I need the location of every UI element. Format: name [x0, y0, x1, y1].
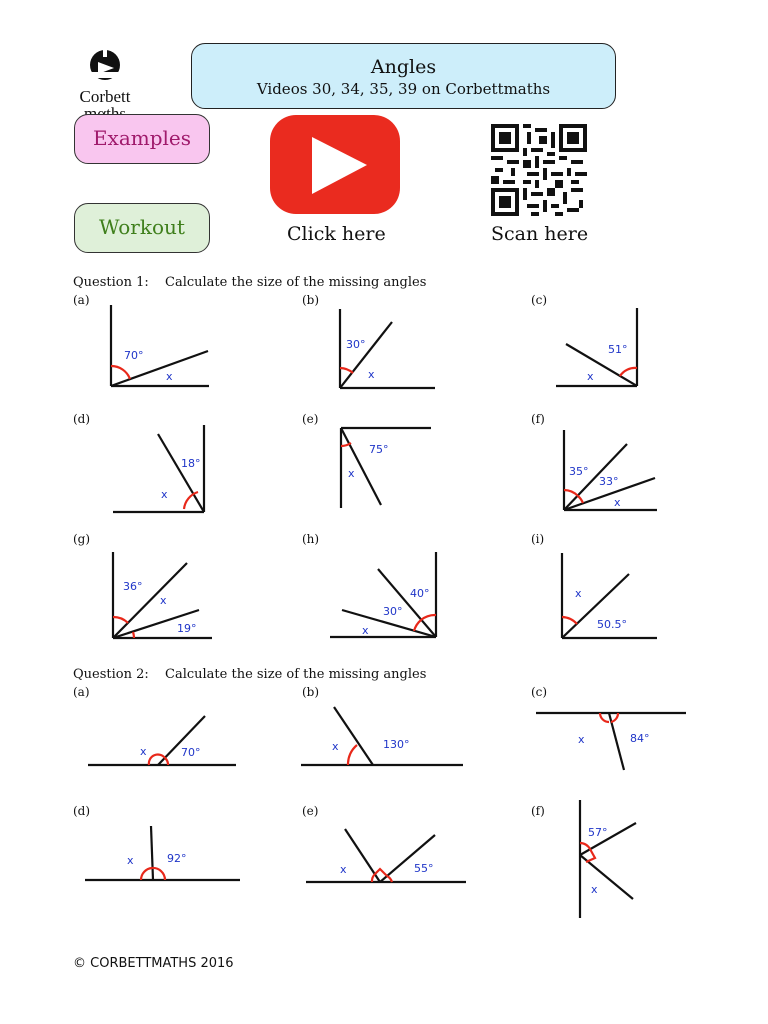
q2-label-b: (b)	[302, 685, 320, 699]
question1-text: Calculate the size of the missing angles	[165, 275, 427, 290]
q1f-angle-1: 35°	[569, 465, 589, 478]
q2c-angle-1: x	[578, 733, 585, 746]
q2a-angle-1: x	[140, 745, 147, 758]
footer-copyright: © CORBETTMATHS 2016	[73, 956, 234, 971]
q1-label-b: (b)	[302, 293, 320, 307]
q2a-angle-2: 70°	[181, 746, 201, 759]
q2b-angle-1: x	[332, 740, 339, 753]
question2-text: Calculate the size of the missing angles	[165, 667, 427, 682]
q1e-angle-1: 75°	[369, 443, 389, 456]
workout-button[interactable]: Workout	[74, 203, 210, 253]
q1-label-d: (d)	[73, 412, 91, 426]
q2e-angle-2: 55°	[414, 862, 434, 875]
q1f-angle-3: x	[614, 496, 621, 509]
youtube-play-button[interactable]	[270, 115, 400, 214]
q2-label-c: (c)	[531, 685, 548, 699]
examples-button[interactable]: Examples	[74, 114, 210, 164]
q1i-angle-1: x	[575, 587, 582, 600]
title-box	[191, 43, 616, 109]
q1-label-e: (e)	[302, 412, 319, 426]
scan-here-label: Scan here	[491, 223, 589, 245]
q2-label-f: (f)	[531, 804, 545, 818]
q2c-angle-2: 84°	[630, 732, 650, 745]
q2b-angle-2: 130°	[383, 738, 410, 751]
q1b-angle-2: x	[368, 368, 375, 381]
q1b-angle-1: 30°	[346, 338, 366, 351]
q1-label-f: (f)	[531, 412, 545, 426]
question2-number: Question 2:	[73, 667, 149, 682]
q1g-angle-1: 36°	[123, 580, 143, 593]
q1-label-g: (g)	[73, 532, 91, 546]
q2-label-d: (d)	[73, 804, 91, 818]
q1c-angle-1: 51°	[608, 343, 628, 356]
q1-label-a: (a)	[73, 293, 90, 307]
page-subtitle: Videos 30, 34, 35, 39 on Corbettmaths	[256, 80, 551, 98]
question1-number: Question 1:	[73, 275, 149, 290]
page-title: Angles	[370, 56, 437, 78]
logo-icon	[70, 46, 140, 84]
q1-label-c: (c)	[531, 293, 548, 307]
q1a-angle-2: x	[166, 370, 173, 383]
play-icon	[270, 115, 400, 214]
click-here-link[interactable]: Click here	[287, 223, 386, 245]
q1d-angle-2: x	[161, 488, 168, 501]
q1d-angle-1: 18°	[181, 457, 201, 470]
q1e-angle-2: x	[348, 467, 355, 480]
q2-label-e: (e)	[302, 804, 319, 818]
q1g-angle-3: 19°	[177, 622, 197, 635]
q1h-angle-3: x	[362, 624, 369, 637]
q2e-angle-1: x	[340, 863, 347, 876]
q1-label-h: (h)	[302, 532, 320, 546]
q2-label-a: (a)	[73, 685, 90, 699]
q1c-angle-2: x	[587, 370, 594, 383]
q1f-angle-2: 33°	[599, 475, 619, 488]
q2f-angle-2: x	[591, 883, 598, 896]
q1h-angle-1: 40°	[410, 587, 430, 600]
q1a-angle-1: 70°	[124, 349, 144, 362]
q2d-angle-2: 92°	[167, 852, 187, 865]
q1-label-i: (i)	[531, 532, 545, 546]
qr-code-icon[interactable]	[491, 124, 587, 216]
q1i-angle-2: 50.5°	[597, 618, 627, 631]
q2f-angle-1: 57°	[588, 826, 608, 839]
q2d-angle-1: x	[127, 854, 134, 867]
corbettmaths-logo	[70, 46, 140, 112]
q1h-angle-2: 30°	[383, 605, 403, 618]
logo-text-line1: Corbett	[79, 87, 131, 106]
q1g-angle-2: x	[160, 594, 167, 607]
